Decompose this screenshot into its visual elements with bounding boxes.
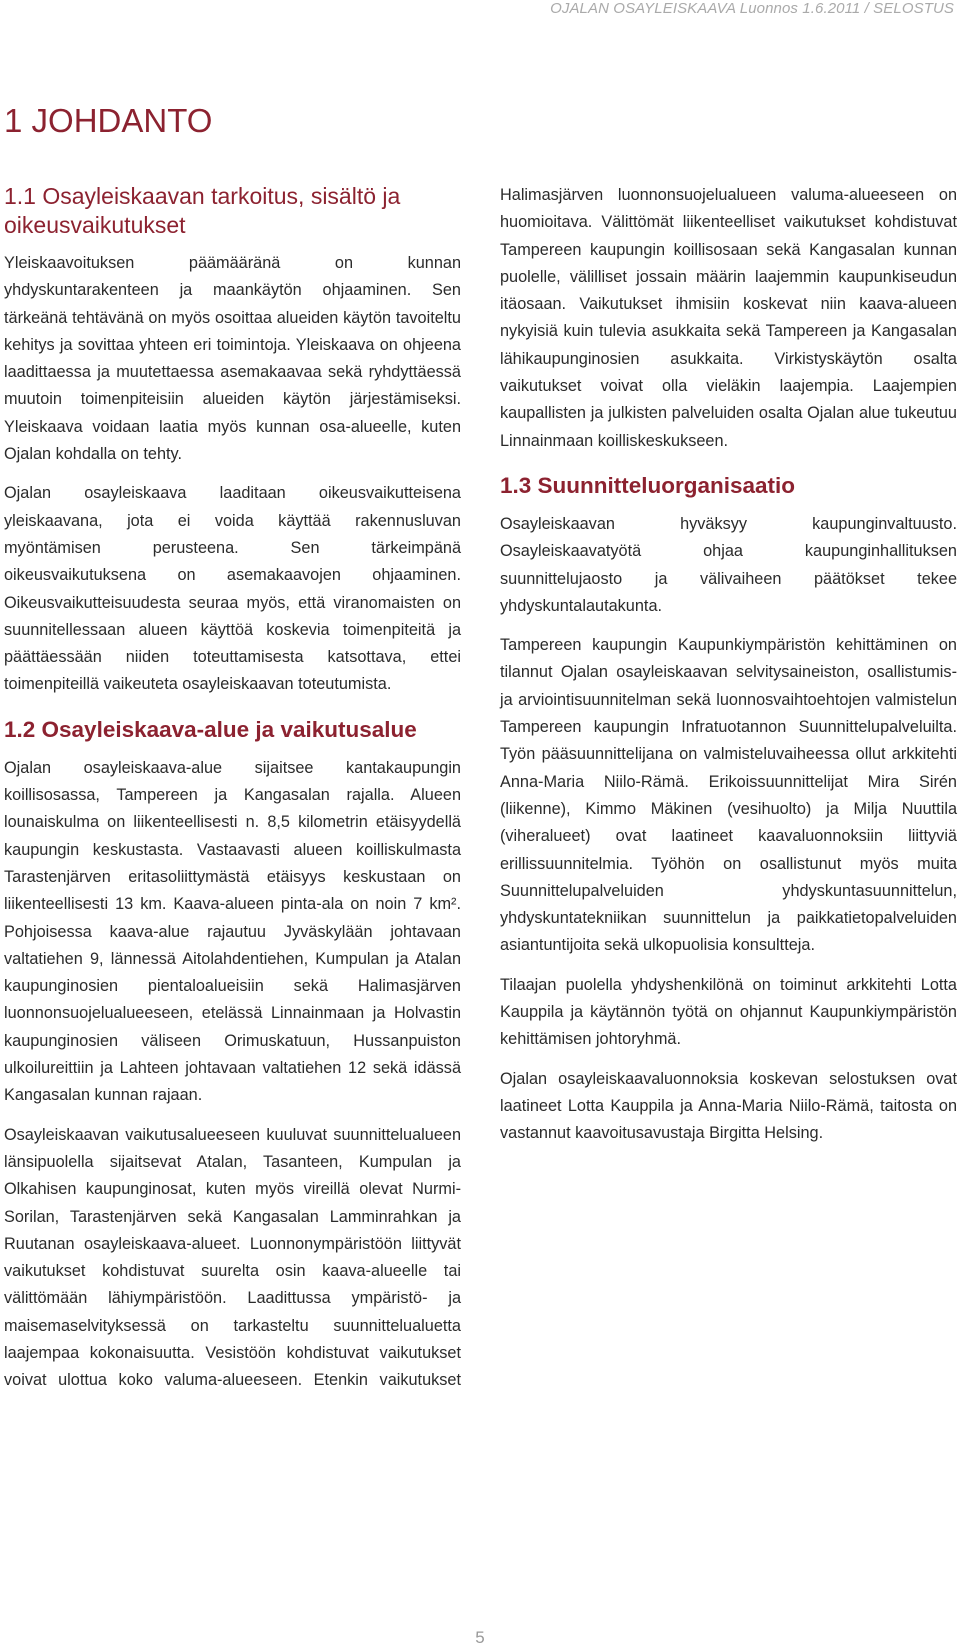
section-heading-1-3: 1.3 Suunnitteluorganisaatio [500,472,796,498]
right-column [500,182,957,1160]
paragraph-continuation: Halimasjärven luonnonsuojelualueen valuma-alueeseen on huomioitava. Välittömät liikenteelliset vaikutukset kohdistuvat Tampereen kaupungin koillisosaan sekä Kangasalan kunnan puolelle, välilliset jossain määrin laajemmin kaupunkiseudun itäosaan. Vaikutukset ihmisiin koskevat niin kaava-alueen nykyisiä kuin tulevia asukkaita sekä Tampereen ja Kangasalan lähikaupunginosien asukkaita. Virkistyskäytön osalta vaikutukset voivat olla vieläkin laajempia. Laajempien kaupallisten ja julkisten palveluiden osalta Ojalan alue tukeutuu Linnainmaan koilliskeskukseen. [500,186,957,450]
paragraph: Yleiskaavoituksen päämääränä on kunnan yhdyskuntarakenteen ja maankäytön ohjaaminen. Sen tärkeänä tehtävänä on myös osoittaa alueiden käytön tavoiteltu kehitys ja sovittaa yhteen eri toimintoja. Yleiskaava on ohjeena laadittaessa ja muutettaessa asemakaavaa sekä ryhdyttäessä muutoin toimenpiteisiin alueiden käytön järjestämiseksi. Yleiskaava voidaan laatia myös kunnan osa-alueelle, kuten Ojalan kohdalla on tehty. [4,254,461,464]
paragraph: Ojalan osayleiskaava-alue sijaitsee kantakaupungin koillisosassa, Tampereen ja Kangasalan rajalla. Alueen lounaiskulma on liikenteellisesti n. 8,5 kilometrin etäisyydellä kaupungin keskustasta. Vastaavasti alueen koilliskulmasta Tarastenjärven eritasoliittymästä etäisyys keskustaan on liikenteellisesti 13 km. Kaava-alueen pinta-ala on noin 7 km². Pohjoisessa kaava-alue rajautuu Jyväskylään johtavaan valtatiehen 9, lännessä Aitolahdentiehen, Kumpulan ja Atalan kaupunginosien pientaloalueisiin sekä Halimasjärven luonnonsuojelualueeseen, etelässä Linnainmaan ja Holvastin kaupunginosien väliseen Orimuskatuun, Hussanpuiston ulkoilureittiin ja Lahteen johtavaan valtatiehen 12 sekä idässä Kangasalan kunnan rajaan. [4,758,461,1105]
paragraph: Osayleiskaavan hyväksyy kaupunginvaltuusto. Osayleiskaavatyötä ohjaa kaupunginhallituksen suunnittelujaosto ja välivaiheen päätökset tekee yhdyskuntalautakunta. [500,514,957,615]
section-heading-1-2: 1.2 Osayleiskaava-alue ja vaikutusalue [4,716,417,742]
chapter-title: 1 JOHDANTO [4,102,213,139]
paragraph: Tampereen kaupungin Kaupunkiympäristön kehittäminen on tilannut Ojalan osayleiskaavan selvitysaineiston, osallistumis- ja arviointisuunnitelman sekä luonnosvaihtoehtojen valmistelun Tampereen kaupungin Infratuotannon Suunnittelupalveluilta. Työn pääsuunnittelijana on valmisteluvaiheessa ollut arkkitehti Anna-Maria Niilo-Rämä. Erikoissuunnittelijat Mira Sirén (liikenne), Kimmo Mäkinen (vesihuolto) ja Milja Nuuttila (viheralueet) ovat laatineet kaavaluonnoksiin liittyviä erillissuunnitelmia. Työhön on osallistunut myös muita Suunnittelupalveluiden yhdyskuntasuunnittelun, yhdyskuntatekniikan suunnittelun ja paikkatietopalveluiden asiantuntijoita sekä ulkopuolisia konsultteja. [500,636,957,955]
paragraph: Ojalan osayleiskaavaluonnoksia koskevan selostuksen ovat laatineet Lotta Kauppila ja Anna-Maria Niilo-Rämä, taitosta on vastannut kaavoitusavustaja Birgitta Helsing. [500,1069,957,1143]
paragraph-continued: Osayleiskaavan vaikutusalueeseen kuuluvat suunnittelualueen länsipuolella sijaitsevat Atalan, Tasanteen, Kumpulan ja Olkahisen kaupunginosat, kuten myös vireillä olevat Nurmi-Sorilan, Tarastenjärven sekä Kangasalan Lamminrahkan ja Ruutanan osayleiskaava-alueet. Luonnonympäristöön liittyvät vaikutukset kohdistuvat suurelta osin kaava-alueelle tai välittömään lähiympäristöön. Laadittussa ympäristö- ja maisemaselvityksessä on tarkasteltu suunnittelualuetta laajempaa kokonaisuutta. Vesistöön kohdistuvat vaikutukset voivat ulottua koko valuma-alueeseen. Etenkin vaikutukset [4,1125,461,1390]
section-heading-1-1: 1.1 Osayleiskaavan tarkoitus, sisältö ja oikeusvaikutukset [4,183,401,238]
running-header: OJALAN OSAYLEISKAAVA Luonnos 1.6.2011 / SELOSTUS [550,0,954,17]
paragraph: Ojalan osayleiskaava laaditaan oikeusvaikutteisena yleiskaavana, jota ei voida käyttää rakennusluvan myöntämisen perusteena. Sen tärkeimpänä oikeusvaikutuksena on asemakaavojen ohjaaminen. Oikeusvaikutteisuudesta seuraa myös, että viranomaisten on suunnitellessaan alueen käyttöä koskevia toimenpiteitä ja päättäessään niiden toteuttamisesta katsottava, ettei toimenpiteillä vaikeuteta osayleiskaavan toteutumista. [4,484,461,694]
left-column [4,182,461,1407]
paragraph: Tilaajan puolella yhdyshenkilönä on toiminut arkkitehti Lotta Kauppila ja käytännön työtä on ohjannut Kaupunkiympäristön kehittämisen johtoryhmä. [500,975,957,1049]
page-number: 5 [475,1628,485,1647]
